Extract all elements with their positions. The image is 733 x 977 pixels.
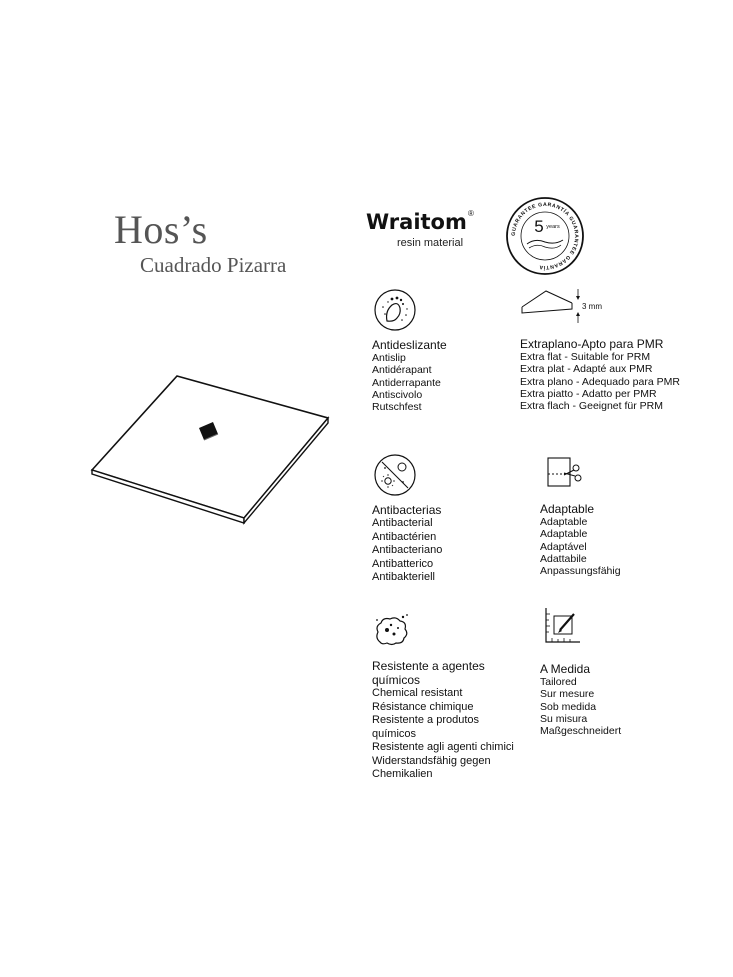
feature-line: Maßgeschneidert xyxy=(540,725,622,738)
feature-extraflat xyxy=(520,285,680,412)
feature-line: Antiderrapante xyxy=(372,376,441,389)
feature-heading: químicos xyxy=(372,673,421,687)
feature-line: Rutschfest xyxy=(372,401,422,414)
bacteria-icon xyxy=(372,452,418,498)
feature-antibacterial xyxy=(372,452,442,585)
feature-heading: Adaptable xyxy=(540,502,595,516)
guarantee-ring-text: GUARANTEE GARANTÍA GUARANTEE GARANTÍA xyxy=(510,201,580,271)
chemical-splash-icon xyxy=(372,612,412,650)
feature-heading: Antibacterias xyxy=(372,503,442,517)
feature-line: Antibactérien xyxy=(372,530,437,543)
feature-line: químicos xyxy=(372,727,417,740)
feature-line: Antiscivolo xyxy=(372,388,423,401)
brand-logo xyxy=(366,209,474,249)
feature-line: Chemical resistant xyxy=(372,687,463,699)
scissors-cut-icon xyxy=(540,454,586,498)
feature-line: Antibacteriano xyxy=(372,544,443,556)
feature-antislip xyxy=(372,287,447,413)
feature-line: Extra piatto - Adatto per PMR xyxy=(520,387,657,400)
feature-tailored xyxy=(540,606,621,737)
feature-line: Resistente a produtos xyxy=(372,714,480,726)
feature-chemical xyxy=(372,612,514,782)
feature-line: Adaptable xyxy=(540,528,588,541)
feature-adaptable xyxy=(540,454,621,577)
registered-mark: ® xyxy=(468,209,474,218)
feature-line: Antibacterial xyxy=(372,517,433,529)
feature-line: Résistance chimique xyxy=(372,700,474,713)
feature-line: Adattabile xyxy=(540,552,587,565)
feature-line: Tailored xyxy=(540,676,577,688)
feature-line: Su misura xyxy=(540,712,588,725)
feature-line: Extra plano - Adequado para PMR xyxy=(520,375,680,388)
feature-line: Extra flat - Suitable for PRM xyxy=(520,351,651,363)
thin-slab-icon xyxy=(520,285,610,333)
feature-line: Anpassungsfähig xyxy=(540,565,621,578)
shower-tray-image xyxy=(85,370,355,530)
feature-line: Sur mesure xyxy=(540,688,595,701)
product-subtitle: Cuadrado Pizarra xyxy=(140,253,287,277)
feature-line: Widerstandsfähig gegen xyxy=(372,754,491,767)
feature-heading: A Medida xyxy=(540,662,591,676)
ruler-pencil-icon xyxy=(540,606,584,648)
feature-line: Antibatterico xyxy=(372,557,434,570)
feature-heading: Antideslizante xyxy=(372,338,447,352)
feature-heading: Extraplano-Apto para PMR xyxy=(520,337,664,351)
feature-line: Adaptable xyxy=(540,516,588,528)
feature-line: Chemikalien xyxy=(372,768,433,780)
feature-line: Extra plat - Adapté aux PMR xyxy=(520,363,653,376)
brand-tagline: resin material xyxy=(397,237,464,249)
feature-line: Sob medida xyxy=(540,700,597,713)
feature-line: Antislip xyxy=(372,352,406,364)
feature-line: Adaptável xyxy=(540,540,587,553)
guarantee-years-number: 5 xyxy=(534,217,544,236)
feature-line: Antibakteriell xyxy=(372,571,435,583)
brand-name: Wraitom xyxy=(366,210,467,234)
foot-texture-icon xyxy=(372,287,418,333)
feature-heading: Resistente a agentes xyxy=(372,659,485,673)
guarantee-seal xyxy=(505,196,585,276)
product-title: Hos’s xyxy=(114,207,208,252)
feature-line: Antidérapant xyxy=(372,364,432,377)
thickness-label: 3 mm xyxy=(582,302,602,311)
guarantee-years-word: years xyxy=(546,224,560,230)
feature-line: Extra flach - Geeignet für PRM xyxy=(520,400,663,413)
feature-line: Resistente agli agenti chimici xyxy=(372,741,514,753)
